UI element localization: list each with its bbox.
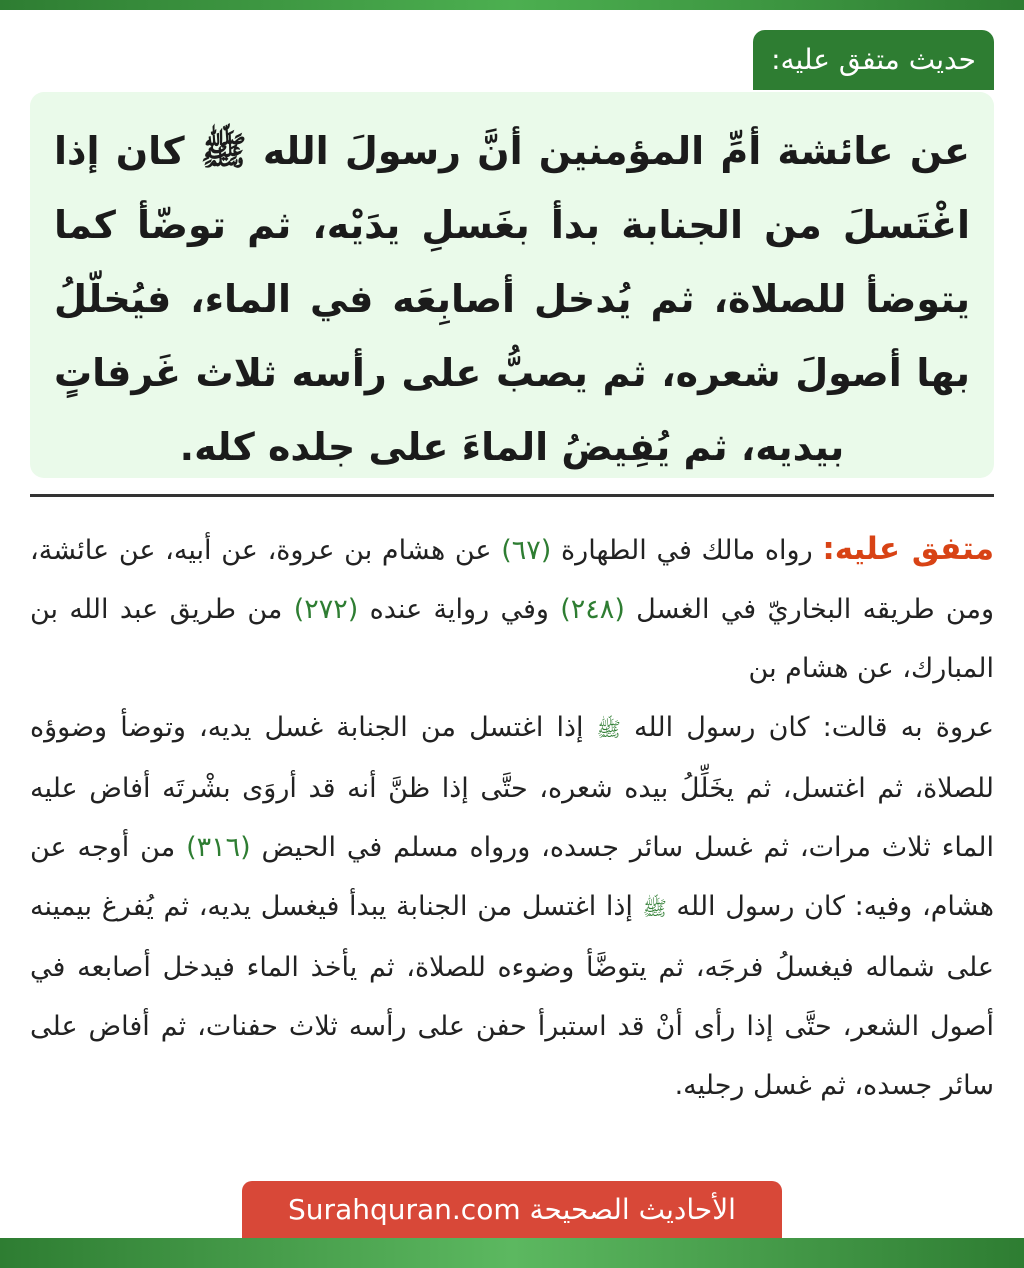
salawat-glyph: ﷺ: [642, 896, 667, 920]
source-text: رواه مالك في الطهارة: [551, 535, 823, 566]
top-decorative-bar: [0, 0, 1024, 10]
divider: [30, 494, 994, 497]
hadith-text: عن عائشة أمِّ المؤمنين أنَّ رسولَ الله ﷺ كان إذا اغْتَسلَ من الجنابة بدأ بغَسلِ يدَيْه، ثم توضّأ كما يتوضأ للصلاة، ثم يُدخل أصابِعَه في الماء، فيُخلّلُ بها أصولَ شعره، ثم يصبُّ على رأسه ثلاث غَرفاتٍ بيديه، ثم يُفِيضُ الماءَ على جلده كله.: [54, 129, 970, 469]
hadith-box: [30, 92, 994, 478]
source-section: [30, 520, 994, 1115]
source-text: إذا اغتسل من الجنابة يبدأ فيغسل يديه، ثم يُفرغ بيمينه على شماله فيغسلُ فرجَه، ثم يتوضَّأ وضوءه للصلاة، ثم يأخذ الماء فيدخل أصابعه في أصول الشعر، حتَّى إذا رأى أنْ قد استبرأ حفن على رأسه ثلاث حفنات، ثم أفاض على سائر جسده، ثم غسل رجليه.: [30, 891, 994, 1101]
hadith-type-tag: حديث متفق عليه:: [753, 30, 994, 90]
reference-number: (٦٧): [501, 535, 552, 566]
source-label: متفق عليه:: [822, 531, 995, 567]
source-text: عن هشام بن عروة، عن أبيه، عن عائشة، ومن طريقه البخاريّ في الغسل: [30, 535, 994, 625]
source-text: إذا اغتسل من الجنابة غسل يديه، وتوضأ وضوؤه للصلاة، ثم اغتسل، ثم يخَلِّلُ بيده شعره، حتَّى إذا ظنَّ أنه قد أروَى بشْرتَه أفاض عليه الماء ثلاث مرات، ثم غسل سائر جسده، ورواه مسلم في الحيض: [30, 712, 994, 863]
source-paragraph-1: [30, 520, 994, 698]
source-text: من أوجه عن هشام، وفيه: كان رسول الله: [30, 832, 994, 922]
bottom-decorative-bar: [0, 1238, 1024, 1268]
reference-number: (٢٧٢): [293, 594, 359, 625]
source-text: وفي رواية عنده: [358, 594, 561, 625]
site-badge: الأحاديث الصحيحة Surahquran.com: [242, 1181, 782, 1239]
source-text: من طريق عبد الله بن المبارك، عن هشام بن: [30, 594, 994, 684]
source-paragraph-2: [30, 698, 994, 1115]
salawat-glyph: ﷺ: [596, 717, 621, 741]
reference-number: (٢٤٨): [560, 594, 625, 625]
reference-number: (٣١٦): [186, 832, 251, 863]
source-text: عروة به قالت: كان رسول الله: [620, 712, 994, 743]
